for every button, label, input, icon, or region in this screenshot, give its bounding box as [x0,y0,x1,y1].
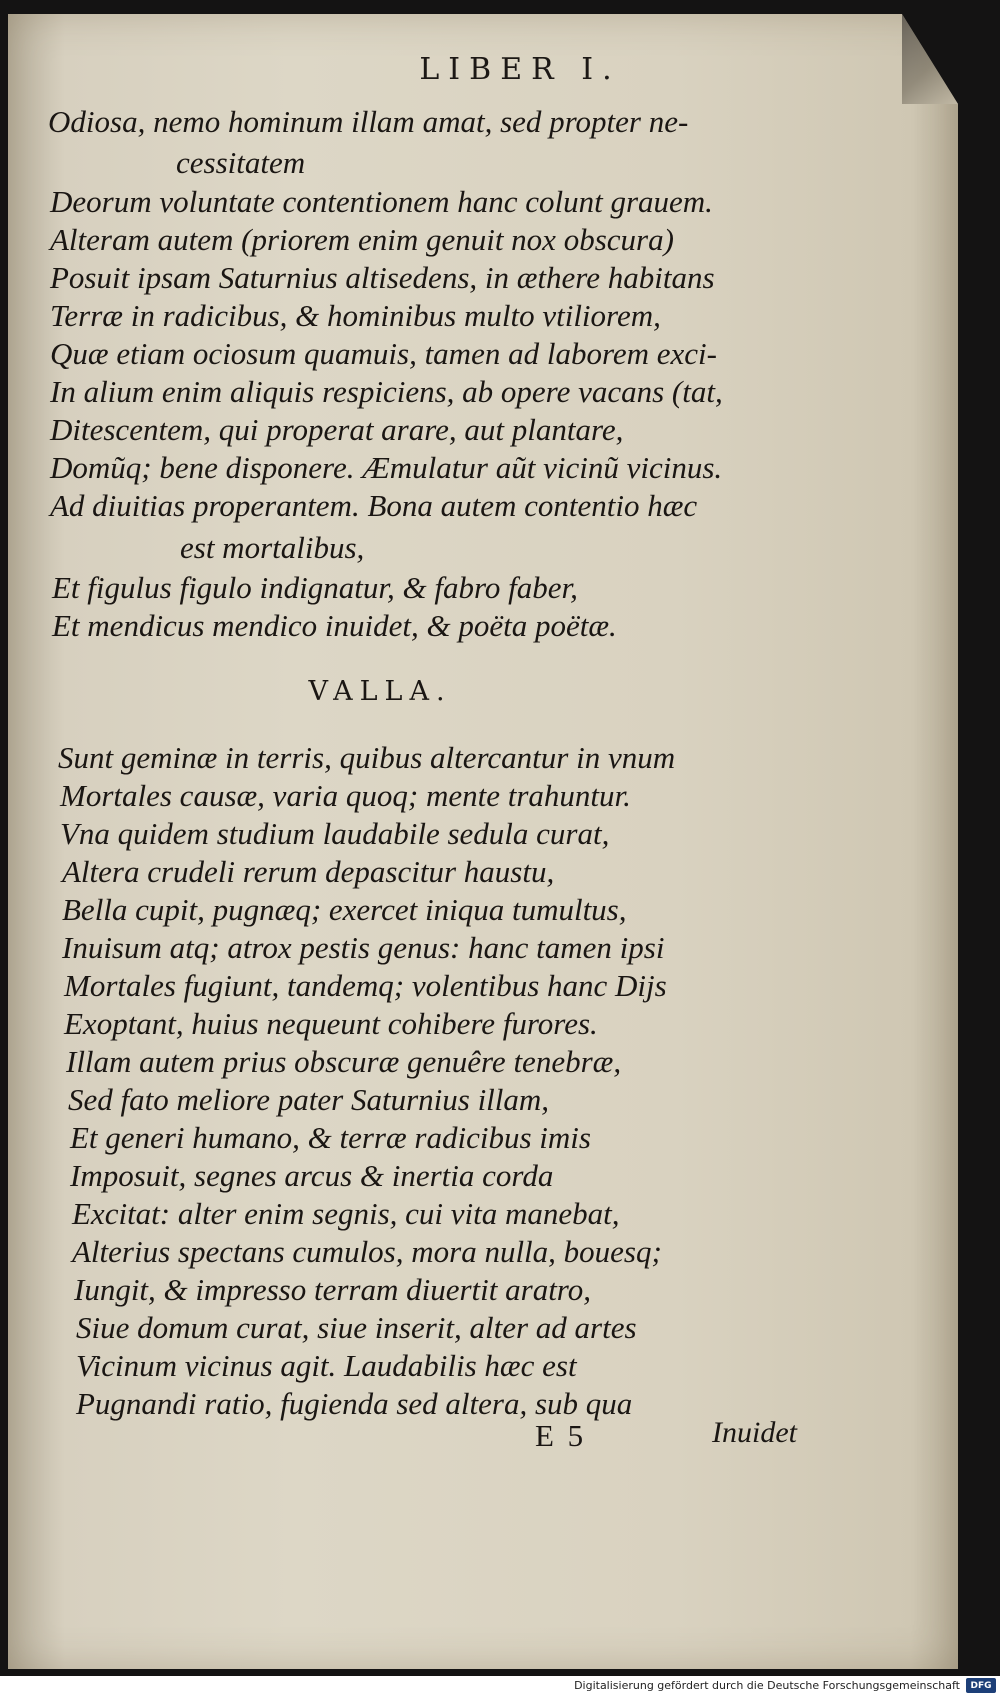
verse-line: est mortalibus, [180,530,365,565]
running-head: LIBER I. [419,52,621,87]
verse-line: Odiosa, nemo hominum illam amat, sed propter ne- [48,104,689,139]
verse-line: Alterius spectans cumulos, mora nulla, bouesq; [72,1234,662,1269]
signature-mark: E 5 [535,1418,587,1453]
footer-credit: Digitalisierung gefördert durch die Deutsche Forschungsgemeinschaft [574,1679,960,1692]
section-heading: VALLA. [308,676,452,707]
verse-line: Illam autem prius obscuræ genuêre tenebræ, [66,1044,622,1079]
verse-line: Posuit ipsam Saturnius altisedens, in æthere habitans [50,260,715,295]
verse-line: Bella cupit, pugnæq; exercet iniqua tumultus, [62,892,627,927]
verse-line: Ditescentem, qui properat arare, aut plantare, [50,412,624,447]
verse-line: Quæ etiam ociosum quamuis, tamen ad laborem exci- [50,336,717,371]
verse-line: Deorum voluntate contentionem hanc colunt grauem. [50,184,713,219]
verse-line: Terræ in radicibus, & hominibus multo vtiliorem, [50,298,661,333]
verse-line: Mortales fugiunt, tandemq; volentibus hanc Dijs [64,968,667,1003]
verse-line: cessitatem [176,145,306,180]
verse-line: Imposuit, segnes arcus & inertia corda [70,1158,554,1193]
verse-line: Exoptant, huius nequeunt cohibere furores. [64,1006,598,1041]
digitization-footer [0,1676,1000,1697]
verse-line: Sed fato meliore pater Saturnius illam, [68,1082,550,1117]
verse-line: Domũq; bene disponere. Æmulatur aũt vicinũ vicinus. [50,450,723,485]
verse-line: Vna quidem studium laudabile sedula curat, [60,816,610,851]
verse-line: Alteram autem (priorem enim genuit nox obscura) [50,222,674,257]
verse-line: Vicinum vicinus agit. Laudabilis hæc est [76,1348,577,1383]
verse-line: Inuisum atq; atrox pestis genus: hanc tamen ipsi [62,930,665,965]
verse-line: Sunt geminæ in terris, quibus altercantur in vnum [58,740,676,775]
dfg-logo: DFG [966,1678,996,1693]
catchword: Inuidet [712,1416,797,1449]
verse-line: Ad diuitias properantem. Bona autem contentio hæc [50,488,698,523]
verse-line: Excitat: alter enim segnis, cui vita manebat, [72,1196,620,1231]
verse-line: Et figulus figulo indignatur, & fabro faber, [52,570,578,605]
verse-line: Altera crudeli rerum depascitur haustu, [62,854,555,889]
verse-line: Et generi humano, & terræ radicibus imis [70,1120,591,1155]
verse-line: Pugnandi ratio, fugienda sed altera, sub qua [76,1386,633,1421]
verse-line: In alium enim aliquis respiciens, ab opere vacans (tat, [50,374,723,409]
verse-line: Mortales causæ, varia quoq; mente trahuntur. [60,778,631,813]
verse-line: Siue domum curat, siue inserit, alter ad artes [76,1310,637,1345]
verse-line: Et mendicus mendico inuidet, & poëta poëtæ. [52,608,617,643]
verse-line: Iungit, & impresso terram diuertit aratro, [74,1272,591,1307]
